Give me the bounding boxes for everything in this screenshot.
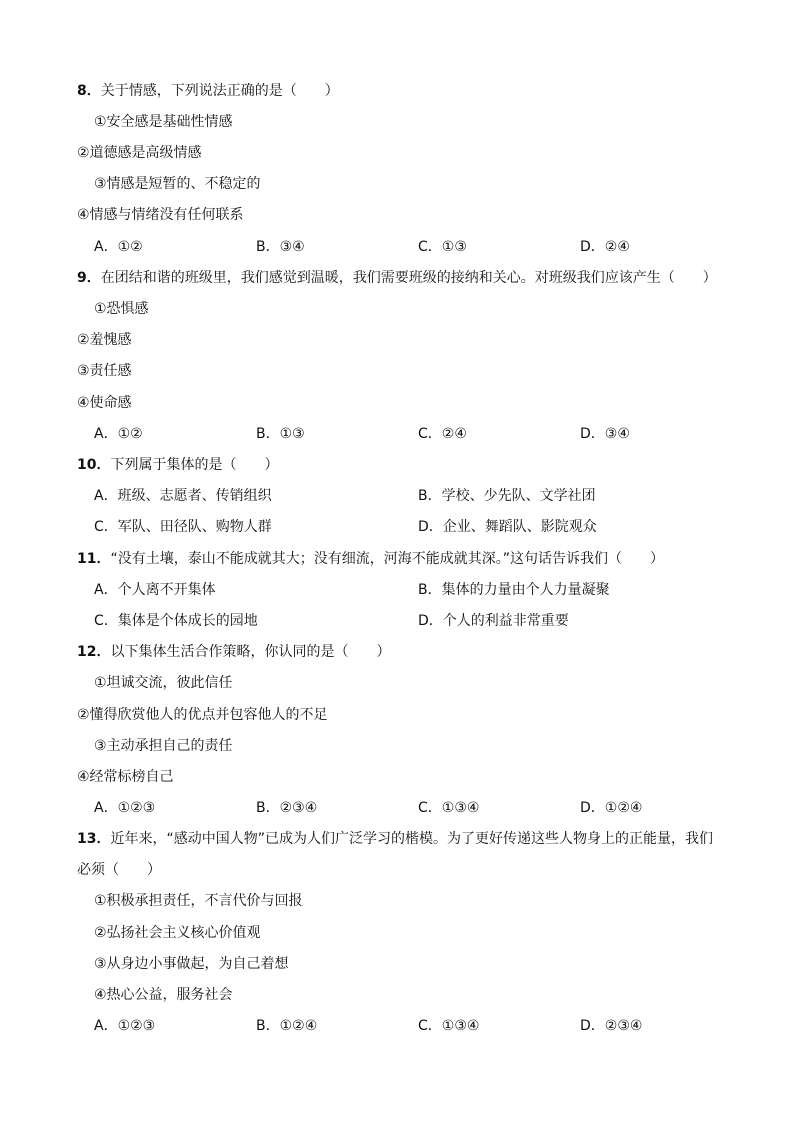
question-12-item-1: ①坦诚交流，彼此信任 (94, 675, 233, 691)
question-9-item-2: ②羞愧感 (77, 332, 132, 348)
question-8-option-a: A．①② (94, 239, 143, 255)
question-9-item-3: ③责任感 (77, 363, 132, 379)
question-13-stem-continued: 必须（ ） (77, 862, 161, 878)
question-number: 10． (77, 457, 111, 473)
question-11-stem (77, 549, 664, 569)
question-12-stem (77, 642, 390, 662)
question-12-option-b: B．②③④ (256, 800, 318, 816)
question-10-option-c: C．军队、田径队、购物人群 (94, 519, 272, 535)
question-12-item-2: ②懂得欣赏他人的优点并包容他人的不足 (77, 707, 328, 723)
question-9-item-1: ①恐惧感 (94, 301, 149, 317)
question-12-option-d: D．①②④ (580, 800, 643, 816)
question-9-option-d: D．③④ (580, 426, 630, 442)
question-9-stem (77, 268, 717, 288)
question-13-option-a: A．①②③ (94, 1018, 156, 1034)
question-13-item-3: ③从身边小事做起，为自己着想 (94, 956, 289, 972)
question-text: 近年来，“感动中国人物”已成为人们广泛学习的楷模。为了更好传递这些人物身上的正能量，我们 (110, 831, 713, 847)
question-text: 以下集体生活合作策略，你认同的是（ ） (110, 644, 391, 660)
question-8-item-4: ④情感与情绪没有任何联系 (77, 207, 244, 223)
question-13-stem (77, 829, 713, 849)
question-11-option-d: D．个人的利益非常重要 (418, 613, 569, 629)
question-number: 9． (77, 270, 101, 286)
question-13-option-c: C．①③④ (418, 1018, 480, 1034)
question-12-item-3: ③主动承担自己的责任 (94, 738, 233, 754)
question-13-option-d: D．②③④ (580, 1018, 643, 1034)
question-10-stem (77, 455, 278, 475)
question-number: 12． (77, 644, 111, 660)
question-text: 在团结和谐的班级里，我们感觉到温暖，我们需要班级的接纳和关心。对班级我们应该产生（ ） (100, 270, 717, 286)
question-9-option-c: C．②④ (418, 426, 467, 442)
question-10-option-a: A．班级、志愿者、传销组织 (94, 488, 272, 504)
question-number: 11． (77, 551, 111, 567)
question-12-option-c: C．①③④ (418, 800, 480, 816)
question-9-option-b: B．①③ (256, 426, 305, 442)
question-8-item-3: ③情感是短暂的、不稳定的 (94, 176, 261, 192)
question-13-option-b: B．①②④ (256, 1018, 318, 1034)
question-12-item-4: ④经常标榜自己 (77, 769, 174, 785)
question-11-option-a: A．个人离不开集体 (94, 582, 216, 598)
question-13-item-4: ④热心公益，服务社会 (94, 987, 233, 1003)
question-number: 13． (77, 831, 111, 847)
question-13-item-1: ①积极承担责任，不言代价与回报 (94, 893, 303, 909)
question-9-item-4: ④使命感 (77, 395, 132, 411)
question-8-item-1: ①安全感是基础性情感 (94, 114, 233, 130)
question-13-item-2: ②弘扬社会主义核心价值观 (94, 925, 261, 941)
question-number: 8． (77, 83, 101, 99)
question-10-option-d: D．企业、舞蹈队、影院观众 (418, 519, 597, 535)
question-9-option-a: A．①② (94, 426, 143, 442)
question-10-option-b: B．学校、少先队、文学社团 (418, 488, 596, 504)
question-12-option-a: A．①②③ (94, 800, 156, 816)
question-8-stem (77, 81, 339, 101)
question-11-option-b: B．集体的力量由个人力量凝聚 (418, 582, 610, 598)
question-8-option-c: C．①③ (418, 239, 467, 255)
question-8-option-d: D．②④ (580, 239, 630, 255)
question-8-item-2: ②道德感是高级情感 (77, 145, 202, 161)
question-text: 下列属于集体的是（ ） (110, 457, 279, 473)
question-8-option-b: B．③④ (256, 239, 305, 255)
question-11-option-c: C．集体是个体成长的园地 (94, 613, 258, 629)
question-text: 关于情感，下列说法正确的是（ ） (100, 83, 339, 99)
question-text: “没有土壤，泰山不能成就其大；没有细流，河海不能成就其深。”这句话告诉我们（ ） (110, 551, 664, 567)
